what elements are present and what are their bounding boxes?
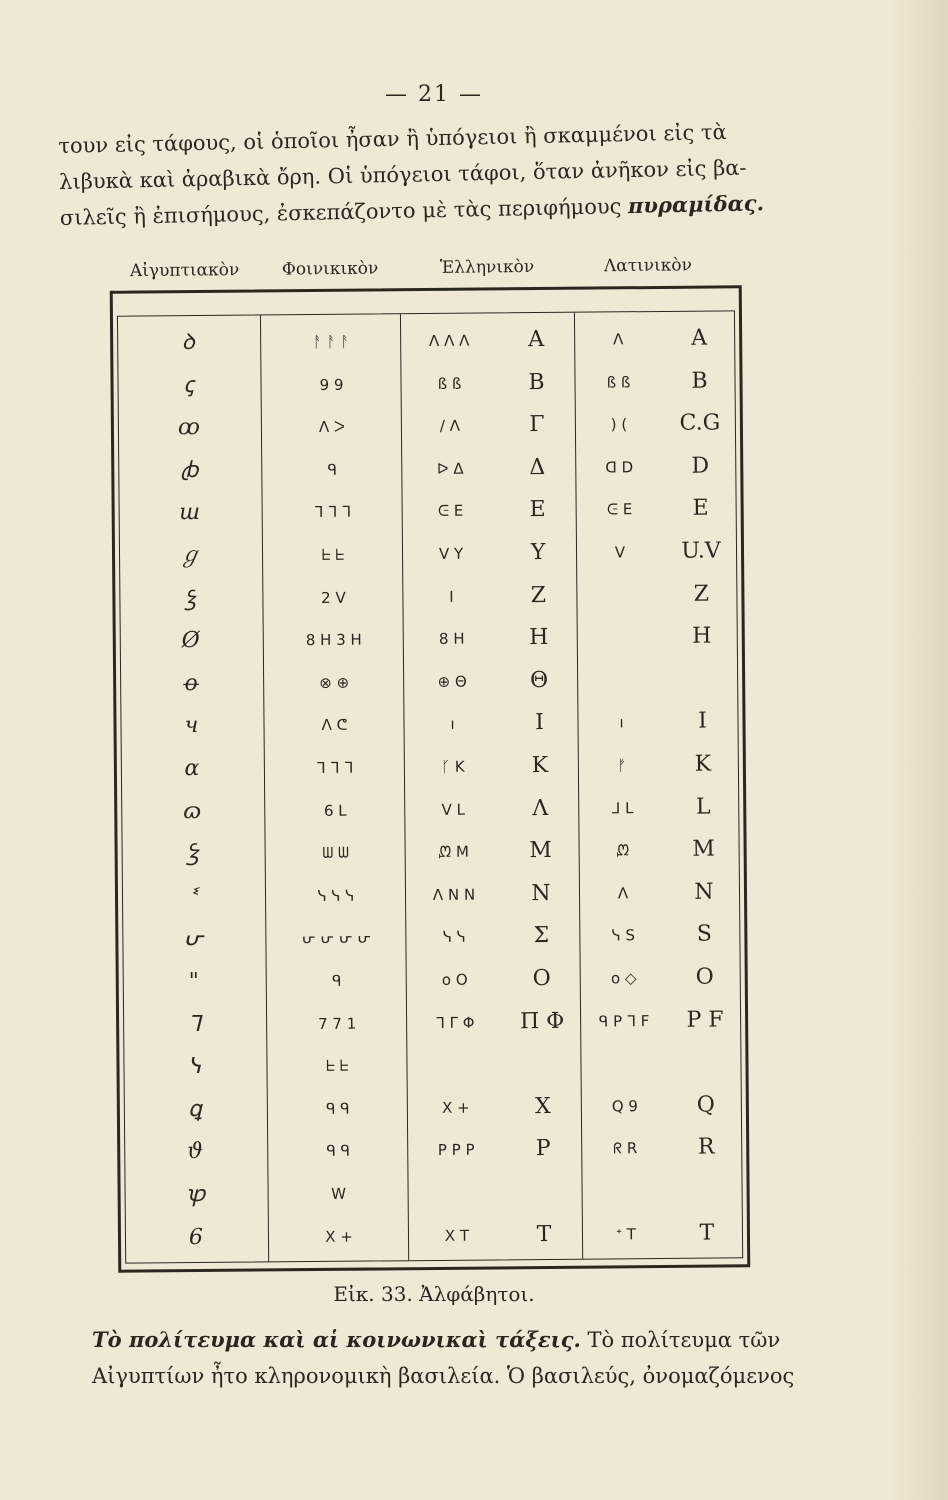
cell-laf: ᐩ T	[616, 1224, 636, 1243]
cell-phoe: ᓭ ᓭ ᓭ	[317, 886, 355, 905]
table-row	[121, 616, 737, 663]
cell-phoe: ᑫ	[327, 460, 338, 479]
cell-grf: V L	[441, 800, 466, 819]
table-row	[118, 360, 734, 407]
cell-laf	[584, 1042, 664, 1085]
cell-laf	[585, 1170, 665, 1213]
cell-lap	[664, 1041, 746, 1084]
outro-paragraph	[92, 1322, 852, 1394]
cell-egy: ℊ	[178, 542, 202, 569]
cell-grf: / ᐱ	[439, 416, 461, 436]
cell-laf: ᕮ E	[606, 500, 633, 519]
cell-egy: Ø	[181, 628, 200, 654]
cell-lap: P F	[686, 1007, 724, 1033]
cell-egy: ᓭ	[187, 1054, 202, 1080]
cell-lap: A	[691, 325, 708, 351]
cell-lap: B	[691, 368, 708, 394]
cell-phoe: W	[331, 1184, 347, 1203]
cell-egy: Ꝣ	[186, 841, 199, 867]
cell-phoe: ᖶ ᖶ	[321, 545, 345, 564]
cell-laf: o ◇	[610, 969, 637, 988]
cell-laf: ᑫ P ᒣ F	[598, 1011, 650, 1031]
cell-phoe: ᑫ	[331, 971, 342, 990]
cell-grf: ᐅ Δ	[436, 459, 464, 478]
outro-line: Αἰγυπτίων ἦτο κληρονομικὴ βασιλεία. Ὁ βασιλεύς, ὀνομαζόμενος	[92, 1364, 795, 1388]
cell-phoe: 7 7 1	[317, 1014, 357, 1033]
cell-grp: Η	[529, 625, 549, 651]
cell-laf: ᓭ S	[611, 926, 636, 945]
cell-grp: Υ	[530, 539, 546, 566]
cell-laf: ᐱ	[617, 884, 629, 903]
cell-laf: ) (	[610, 415, 628, 434]
cell-grp: Ε	[529, 497, 546, 523]
cell-lap: D	[691, 453, 710, 479]
intro-paragraph	[58, 112, 820, 236]
cell-grf: X +	[441, 1098, 470, 1117]
cell-phoe: ᒣ ᒣ ᒣ	[316, 758, 354, 777]
cell-phoe: ᒣ ᒣ ᒣ	[314, 503, 352, 522]
table-row	[124, 1041, 740, 1088]
cell-laf: ᘻ	[616, 841, 630, 860]
cell-grp	[505, 1171, 581, 1214]
cell-grf: o O	[441, 970, 468, 989]
cell-egy: ꝗ	[187, 1096, 202, 1122]
table-row	[119, 445, 735, 492]
cell-egy: 6	[188, 1224, 204, 1250]
cell-laf: ᚠ	[617, 756, 627, 775]
cell-grp: Β	[528, 369, 545, 395]
cell-grp: Χ	[534, 1093, 551, 1119]
cell-grf: ß ß	[437, 374, 462, 393]
cell-grp: Σ	[533, 923, 550, 949]
cell-lap: L	[695, 794, 711, 820]
cell-grp: Γ	[529, 412, 545, 438]
cell-phoe: ᚨ ᚨ ᚨ	[312, 332, 350, 352]
table-row	[118, 317, 734, 364]
cell-laf: ᗡ D	[605, 458, 634, 477]
table-row	[120, 573, 736, 620]
figure-caption: Εἰκ. 33. Ἀλφάβητοι.	[333, 1282, 535, 1306]
cell-grf: ᐱ N N	[432, 885, 476, 904]
table-row	[119, 403, 735, 450]
cell-grp: Ζ	[530, 582, 547, 608]
cell-laf: Q 9	[611, 1096, 639, 1116]
cell-grf: ᕮ E	[437, 502, 464, 521]
cell-egy: ш	[179, 500, 201, 526]
table-row	[122, 786, 738, 833]
header-latin: Λατινικὸν	[603, 255, 693, 277]
cell-grf: I	[449, 587, 454, 606]
header-greek: Ἑλληνικὸν	[439, 256, 535, 278]
cell-grp	[504, 1043, 580, 1086]
cell-grp: Α	[528, 326, 545, 353]
cell-phoe: ᑫ ᑫ	[325, 1099, 350, 1118]
cell-grf: ᐱ ᐱ ᐱ	[428, 331, 470, 350]
cell-egy: ꞗ	[180, 457, 199, 483]
table-row	[120, 530, 736, 577]
cell-egy: ꝋ	[183, 670, 200, 696]
table-row	[123, 914, 739, 961]
cell-grf: ᓭ ᓭ	[442, 928, 466, 947]
cell-grp: Θ	[530, 667, 549, 693]
cell-grf: ᚴ K	[441, 757, 465, 776]
cell-lap: M	[692, 836, 715, 862]
cell-egy: ᓫ	[190, 883, 196, 909]
cell-grp: Π Φ	[519, 1008, 565, 1034]
table-row	[122, 828, 738, 875]
cell-grp: Κ	[531, 752, 549, 779]
cell-egy: ɷ	[183, 798, 202, 824]
cell-grf: P P P	[437, 1141, 475, 1160]
cell-lap: R	[697, 1134, 715, 1161]
intro-line: λιβυκὰ καὶ ἀραβικὰ ὄρη. Οἱ ὑπόγειοι τάφοι, ὅταν ἀνῆκον εἰς βα-	[58, 155, 747, 194]
table-row	[124, 999, 740, 1046]
cell-lap: U.V	[681, 538, 721, 564]
cell-laf: ᒧ L	[611, 798, 634, 818]
cell-lap: T	[699, 1220, 715, 1246]
cell-egy: ꝕ	[185, 1181, 206, 1208]
cell-lap: I	[698, 708, 707, 735]
table-row	[122, 743, 738, 790]
cell-grp: Τ	[536, 1221, 552, 1247]
cell-grf: ı	[450, 715, 455, 734]
cell-laf	[581, 659, 661, 702]
alphabet-table-body	[117, 310, 743, 1263]
cell-lap	[665, 1169, 747, 1212]
cell-grp: Ρ	[535, 1136, 551, 1162]
intro-line-text: σιλεῖς ἢ ἐπισήμους, ἐσκεπάζοντο μὲ τὰς περιφήμους	[59, 194, 629, 230]
cell-egy: ϑ	[187, 1139, 204, 1165]
header-egyptian: Αἰγυπτιακὸν	[129, 260, 240, 282]
cell-phoe: ᑫ ᑫ	[326, 1142, 351, 1161]
cell-laf	[580, 574, 660, 617]
cell-lap: Q	[696, 1092, 715, 1118]
outro-line	[92, 1322, 852, 1358]
cell-laf: ᐱ	[612, 330, 624, 349]
cell-egy: ꝺ	[181, 330, 195, 356]
cell-lap: O	[695, 964, 714, 990]
cell-grf: ᘻ M	[438, 842, 469, 862]
cell-grf: ᒣ Γ Φ	[435, 1013, 475, 1032]
section-heading: Τὸ πολίτευμα καὶ αἱ κοινωνικαὶ τάξεις.	[92, 1327, 581, 1352]
cell-grf: X T	[444, 1226, 470, 1245]
cell-grp: Λ	[532, 795, 549, 821]
cell-laf: ᖇ R	[613, 1139, 638, 1158]
table-row	[123, 871, 739, 918]
cell-laf: ß ß	[606, 372, 631, 392]
cell-phoe: X +	[325, 1227, 353, 1246]
cell-phoe: ᗯ ᗯ	[322, 843, 349, 863]
intro-bold-word: πυραμίδας.	[627, 190, 765, 219]
cell-phoe: 2 V	[321, 588, 346, 607]
cell-egy: ꝏ	[177, 415, 201, 441]
table-row	[121, 701, 737, 748]
cell-laf: V	[614, 543, 626, 562]
page-edge-shadow	[888, 0, 948, 1500]
table-row	[126, 1212, 742, 1259]
cell-grp: Δ	[529, 454, 546, 480]
cell-grf: V Y	[438, 544, 464, 563]
cell-grp: Μ	[529, 838, 553, 864]
cell-lap: H	[692, 623, 712, 649]
cell-egy: ɑ	[184, 756, 200, 782]
cell-egy: "	[188, 969, 199, 995]
cell-egy: ꞔ	[183, 372, 194, 398]
cell-laf: ı	[619, 713, 624, 732]
cell-phoe: ᕂ ᕂ ᕂ ᕂ	[301, 928, 372, 948]
cell-phoe: 8 ᕼ 3 H	[305, 630, 362, 650]
cell-grp: Ι	[535, 710, 544, 736]
cell-grp: Ν	[531, 880, 551, 906]
alphabet-table	[110, 285, 751, 1272]
cell-lap: K	[694, 751, 712, 777]
intro-line: τουν εἰς τάφους, οἱ ὁποῖοι ἦσαν ἢ ὑπόγειοι ἢ σκαμμένοι εἰς τὰ	[58, 119, 727, 158]
cell-lap: Z	[693, 581, 710, 607]
table-row	[119, 488, 735, 535]
table-row	[125, 1169, 741, 1216]
cell-lap: N	[694, 879, 714, 905]
header-phoenician: Φοινικικὸν	[281, 258, 379, 280]
cell-grf: ⊕ Θ	[437, 672, 467, 691]
cell-lap	[661, 658, 743, 701]
table-row	[121, 658, 737, 705]
cell-egy: ᕂ	[183, 926, 204, 952]
cell-egy: ꝣ	[184, 585, 197, 611]
cell-egy: ч	[184, 713, 199, 739]
table-row	[125, 1127, 741, 1174]
cell-phoe: ⊗ ⊕	[319, 673, 350, 692]
page-number: — 21 —	[385, 82, 483, 107]
cell-egy: ᒣ	[187, 1011, 201, 1037]
cell-lap: S	[696, 921, 713, 948]
cell-phoe: ᖶ ᖶ	[326, 1056, 349, 1076]
cell-grp: Ο	[532, 965, 551, 992]
outro-line-text: Τὸ πολίτευμα τῶν	[580, 1328, 781, 1352]
cell-grf	[410, 1044, 500, 1087]
cell-phoe: 9 9	[319, 375, 344, 394]
cell-phoe: 6 ᒪ	[323, 801, 347, 820]
cell-lap: C.G	[679, 410, 721, 436]
cell-laf	[581, 616, 661, 659]
cell-phoe: ᐱ ᕦ	[321, 716, 348, 735]
cell-lap: E	[692, 495, 709, 522]
cell-phoe: ᐱ ᐳ	[318, 417, 345, 437]
table-row	[125, 1084, 741, 1131]
table-row	[124, 956, 740, 1003]
cell-grf: 8 H	[438, 629, 465, 649]
cell-grf	[411, 1171, 501, 1214]
